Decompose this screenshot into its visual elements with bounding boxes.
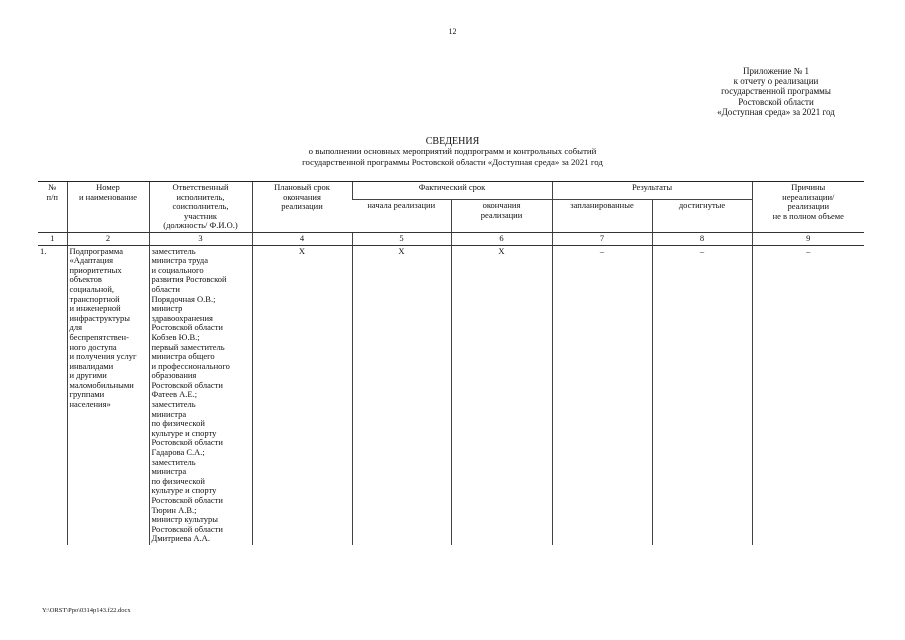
- header-results-group: Результаты: [552, 182, 752, 200]
- column-number: 5: [352, 232, 451, 245]
- page-number: 12: [448, 27, 457, 36]
- planned-value: –: [552, 245, 652, 545]
- appendix-line: государственной программы: [721, 86, 831, 97]
- achieved-value: –: [652, 245, 752, 545]
- header-achieved: достигнутые: [652, 200, 752, 233]
- header-planned: запланированные: [552, 200, 652, 233]
- document-subtitle: о выполнении основных мероприятий подпрограмм и контрольных событий: [308, 146, 597, 156]
- table-row: [38, 245, 864, 545]
- header-executor: Ответственный исполнитель, соисполнитель, участник (должность/ Ф.И.О.): [149, 182, 252, 233]
- column-number: 2: [67, 232, 149, 245]
- header-name: Номер и наименование: [67, 182, 149, 233]
- column-number: 3: [149, 232, 252, 245]
- subprogram-name: Подпрограмма «Адаптация приоритетных объектов социальной, транспортной и инженерной инфраструктуры для беспрепятствен- ного доступа и получения услуг инвалидами и другими маломобильными группами населения»: [67, 245, 149, 545]
- header-fact-end: окончания реализации: [451, 200, 552, 233]
- column-number: 4: [252, 232, 352, 245]
- fact-start-value: Х: [352, 245, 451, 545]
- fact-end-value: Х: [451, 245, 552, 545]
- header-number: № п/п: [38, 182, 67, 233]
- column-number: 6: [451, 232, 552, 245]
- document-subtitle: государственной программы Ростовской области «Доступная среда» за 2021 год: [302, 157, 603, 167]
- appendix-line: к отчету о реализации: [733, 76, 819, 87]
- appendix-line: «Доступная среда» за 2021 год: [717, 106, 835, 117]
- appendix-note: [698, 66, 854, 117]
- header-plan-end: Плановый срок окончания реализации: [252, 182, 352, 233]
- header-reasons: Причины нереализации/ реализации не в полном объеме: [752, 182, 864, 233]
- column-number: 8: [652, 232, 752, 245]
- file-path-footer: Y:\ORST\Ppo\0314p143.f22.docx: [42, 607, 131, 614]
- row-number: 1.: [40, 245, 47, 256]
- column-numbers-row: [38, 232, 864, 245]
- header-fact-start: начала реализации: [352, 200, 451, 233]
- responsible-executors: заместитель министра труда и социального развития Ростовской области Порядочная О.В.; министр здравоохранения Ростовской области Кобзев Ю.В.; первый заместитель министра общего и профессионального образования Ростовской области Фатеев А.Е.; заместитель министра по физической культуре и спорту Ростовской области Гадарова С.А.; заместитель министра по физической культуре и спорту Ростовской области Тюрин А.В.; министр культуры Ростовской области Дмитриева А.А.: [149, 245, 252, 545]
- header-fact-group: Фактический срок: [352, 182, 552, 200]
- column-number: 7: [552, 232, 652, 245]
- plan-end-value: Х: [252, 245, 352, 545]
- report-table: [38, 181, 864, 545]
- reasons-value: –: [752, 245, 864, 545]
- document-title: СВЕДЕНИЯ: [425, 136, 480, 147]
- appendix-line: Ростовской области: [738, 96, 814, 107]
- column-number: 9: [752, 232, 864, 245]
- appendix-line: Приложение № 1: [743, 66, 809, 76]
- column-number: 1: [38, 232, 67, 245]
